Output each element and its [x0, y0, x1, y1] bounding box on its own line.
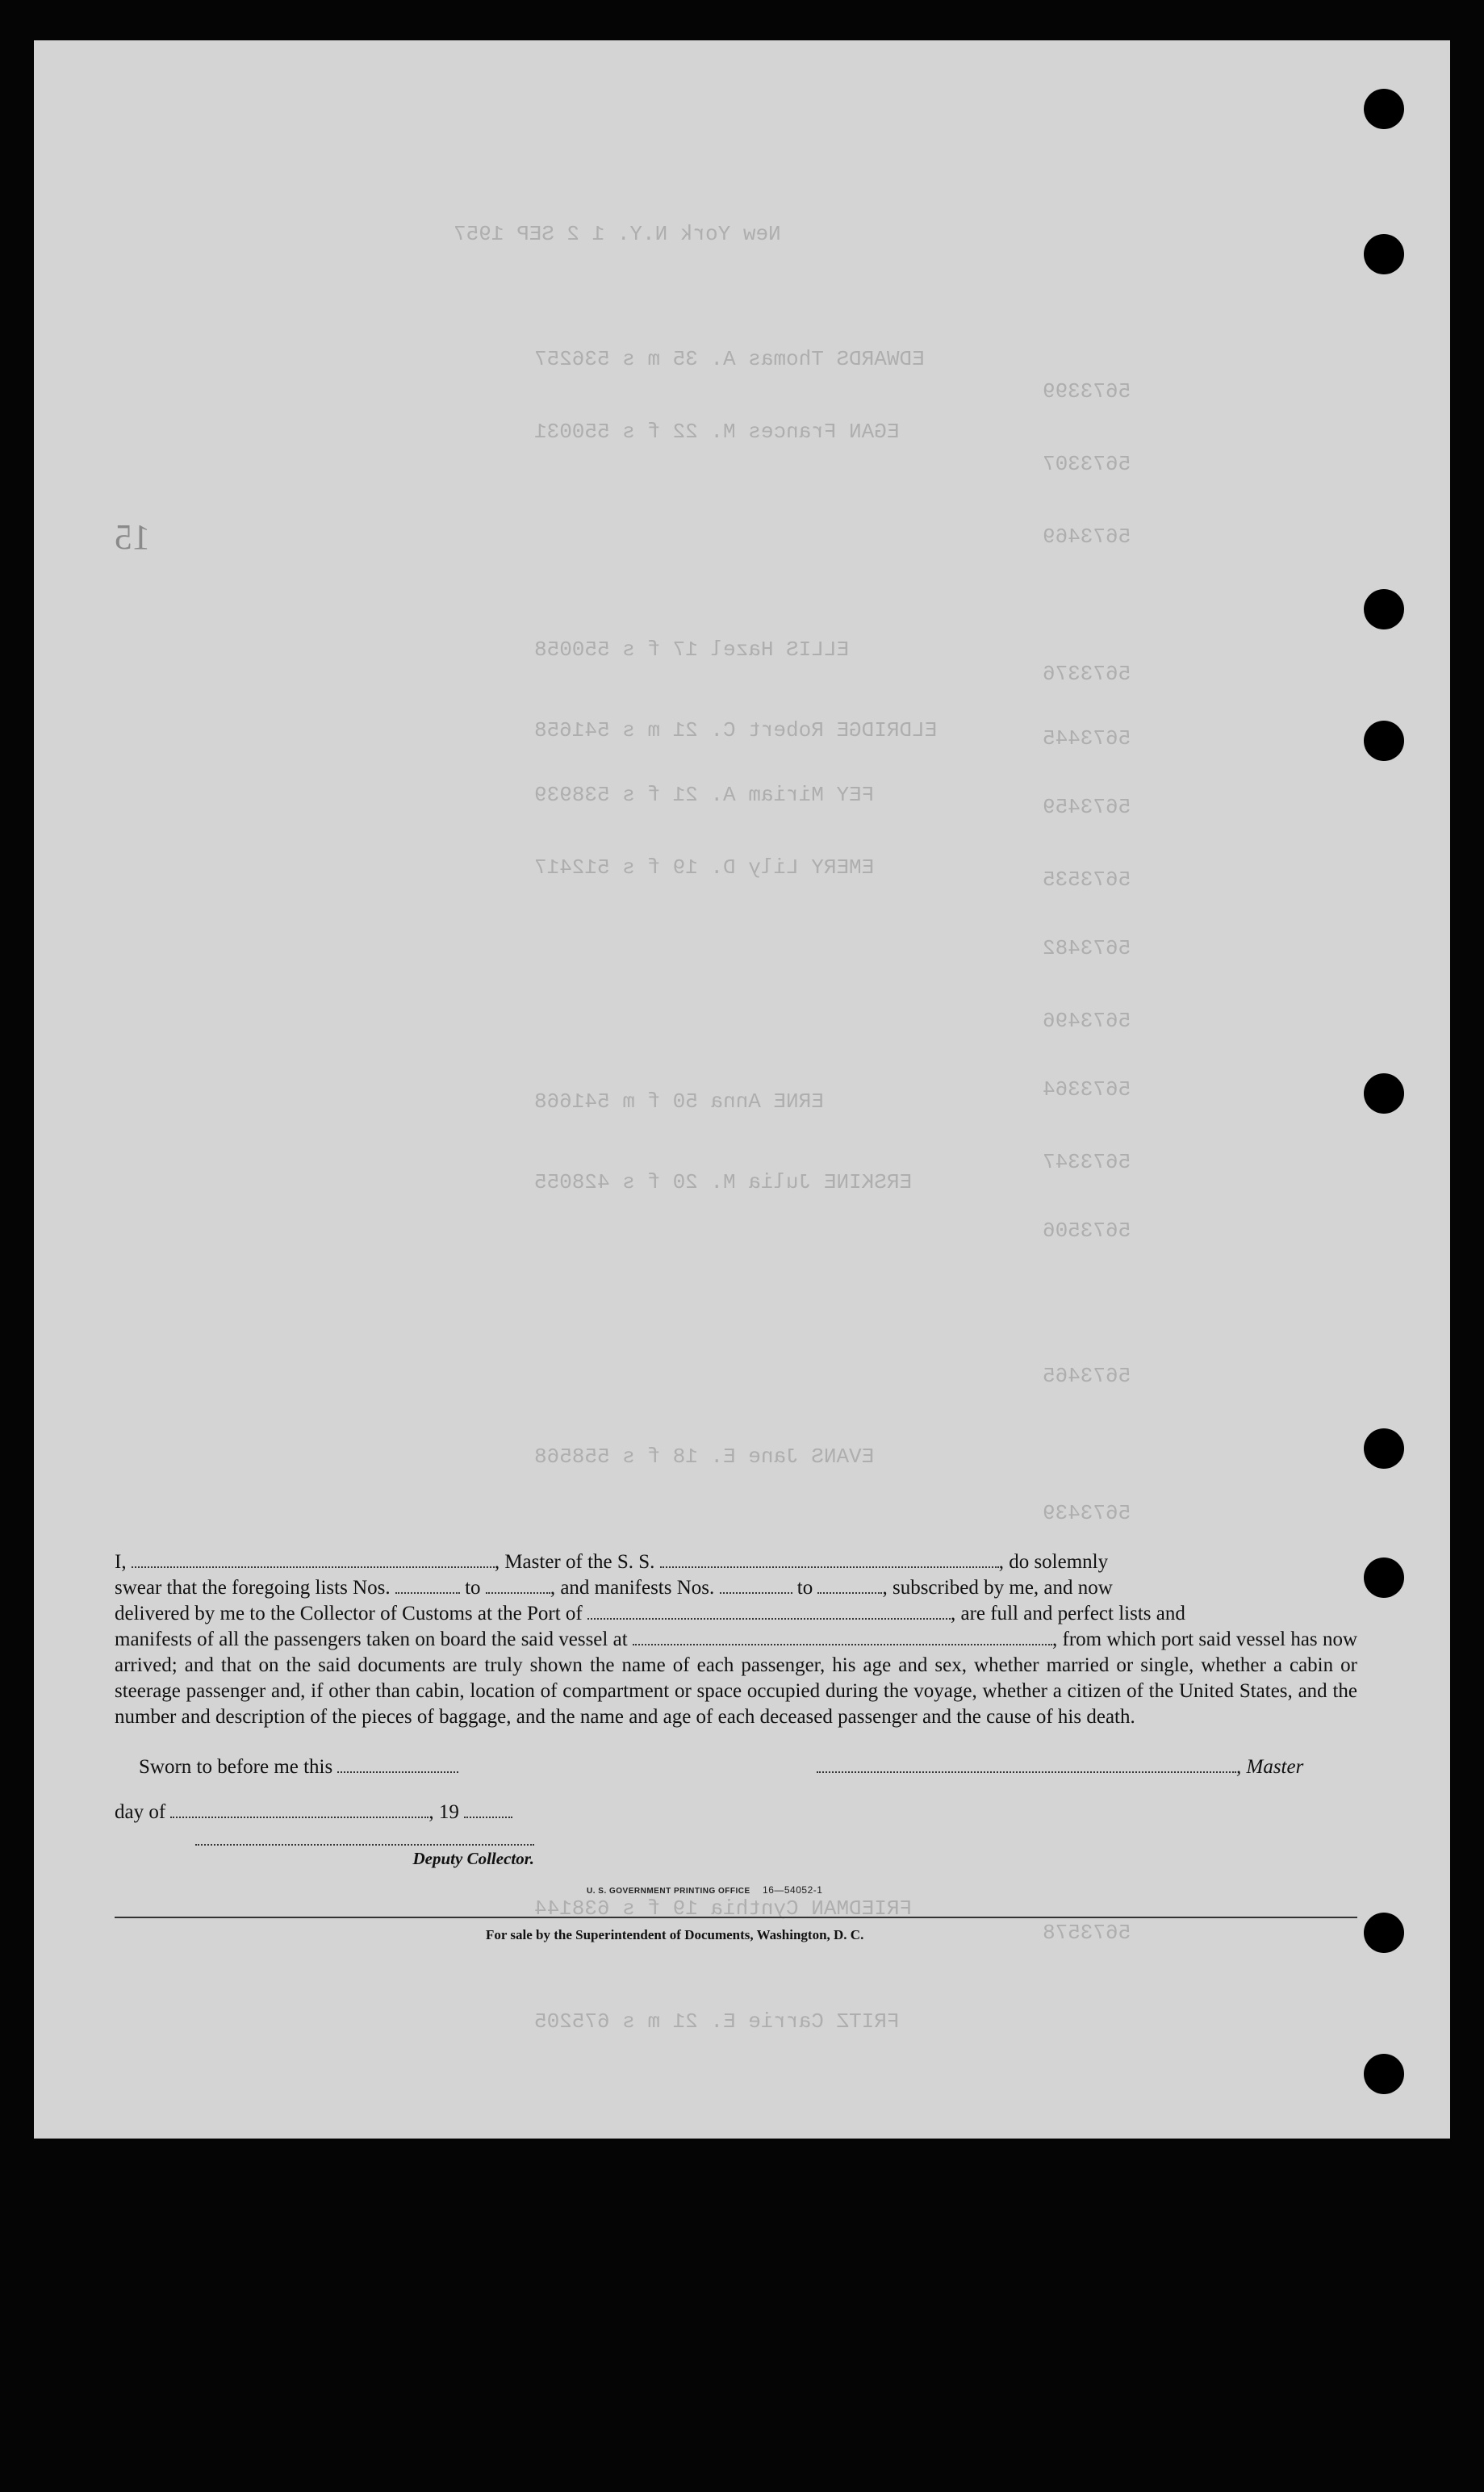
oath-i: I, — [115, 1551, 127, 1573]
oath-subscribed: , subscribed by me, and now — [882, 1577, 1113, 1599]
bleed-line: ELLIS Hazel 17 f s 550058 — [534, 638, 850, 662]
master-label: , Master — [1236, 1756, 1304, 1778]
list-from-field[interactable] — [395, 1578, 460, 1594]
list-to-field[interactable] — [486, 1578, 550, 1594]
oath-to-2: to — [796, 1577, 813, 1599]
bleed-code: 5673347 — [1043, 1150, 1131, 1174]
oath-delivered: delivered by me to the Collector of Customs at the Port of — [115, 1603, 583, 1624]
bleed-code: 5673399 — [1043, 379, 1131, 403]
bleed-code: 5673307 — [1043, 452, 1131, 476]
bleed-code: 5673445 — [1043, 726, 1131, 751]
gpo-code: 16—54052-1 — [763, 1884, 823, 1896]
sworn-line — [139, 1756, 458, 1779]
date-line — [115, 1801, 512, 1824]
year-label: , 19 — [428, 1801, 459, 1823]
bleed-page-number: 15 — [115, 517, 150, 557]
bleed-code: 5673364 — [1043, 1077, 1131, 1102]
sale-notice: For sale by the Superintendent of Documents, Washington, D. C. — [486, 1927, 864, 1942]
punch-hole — [1364, 1073, 1404, 1114]
punch-hole — [1364, 1558, 1404, 1598]
bleed-code: 5673482 — [1043, 936, 1131, 960]
oath-lists-nos: swear that the foregoing lists Nos. — [115, 1577, 391, 1599]
punch-hole — [1364, 234, 1404, 274]
bleed-code: 5673578 — [1043, 1921, 1131, 1945]
bleed-line: ERNE Anna 50 f m 541668 — [534, 1089, 824, 1114]
oath-solemnly: , do solemnly — [998, 1551, 1109, 1573]
oath-full-lists: , are full and perfect lists and — [951, 1603, 1185, 1624]
bleed-code: 5673439 — [1043, 1501, 1131, 1525]
divider — [115, 1917, 1357, 1918]
sworn-label: Sworn to before me this — [139, 1756, 333, 1778]
bleed-code: 5673469 — [1043, 525, 1131, 549]
ship-name-field[interactable] — [660, 1552, 999, 1568]
manifest-from-field[interactable] — [720, 1578, 792, 1594]
year-field[interactable] — [464, 1802, 512, 1818]
punch-hole — [1364, 721, 1404, 761]
bleed-code: 5673496 — [1043, 1009, 1131, 1033]
departure-port-field[interactable] — [633, 1629, 1052, 1645]
bleed-code: 5673376 — [1043, 662, 1131, 686]
sworn-day-field[interactable] — [337, 1757, 458, 1773]
bleed-code: 5673535 — [1043, 868, 1131, 892]
punch-hole — [1364, 589, 1404, 629]
master-signature-field[interactable] — [817, 1757, 1236, 1773]
bleed-line: FEY Miriam A. 21 f s 538939 — [534, 783, 875, 807]
manifest-to-field[interactable] — [817, 1578, 882, 1594]
bleed-line: ELDRIDGE Robert C. 21 m s 541658 — [534, 718, 938, 742]
bleed-line: ERSKINE Julia M. 20 f s 428055 — [534, 1170, 913, 1194]
bleed-line: EDWARDS Thomas A. 35 m s 536257 — [534, 347, 925, 371]
punch-hole — [1364, 1913, 1404, 1953]
port-field[interactable] — [587, 1603, 951, 1620]
gpo-imprint — [587, 1884, 822, 1896]
bleed-line: EGAN Frances M. 22 f s 550031 — [534, 420, 900, 444]
oath-master-of-ss: , Master of the S. S. — [494, 1551, 655, 1573]
oath-manifests-nos: , and manifests Nos. — [550, 1577, 715, 1599]
punch-hole — [1364, 89, 1404, 129]
bleed-line: FRIEDMAN Cynthia 19 f s 638144 — [534, 1896, 913, 1921]
oath-to: to — [465, 1577, 481, 1599]
bleed-line: EVANS Jane E. 18 f s 558568 — [534, 1445, 875, 1469]
bleed-code: 5673506 — [1043, 1219, 1131, 1243]
punch-hole — [1364, 1428, 1404, 1469]
oath-manifests-taken: manifests of all the passengers taken on board the said vessel at — [115, 1629, 628, 1650]
deputy-collector-label: Deputy Collector. — [195, 1844, 534, 1869]
day-of-label: day of — [115, 1801, 166, 1823]
oath-body: port said vessel has now arrived; and that on the said documents are truly shown the name of each passenger, his age and sex, whether married or single, whether a cabin or steerage passenger and, if other than cabin, location of compartment or space occupied during the voyage, whether a citizen of the United States, and the number and description of the pieces of baggage, and the name and age of each deceased passenger and the cause of his death. — [115, 1629, 1357, 1728]
master-signature-line — [817, 1756, 1303, 1779]
bleed-line: EMERY Lily D. 19 f s 512417 — [534, 855, 875, 880]
master-name-field[interactable] — [132, 1552, 495, 1568]
master-oath — [115, 1549, 1357, 1730]
gpo-office: U. S. GOVERNMENT PRINTING OFFICE — [587, 1887, 750, 1896]
month-field[interactable] — [170, 1802, 428, 1818]
punch-hole — [1364, 2054, 1404, 2094]
manifest-page — [34, 40, 1450, 2139]
bleed-code: 5673459 — [1043, 795, 1131, 819]
bleed-line: FRITZ Carrie E. 21 m s 675205 — [534, 2009, 900, 2034]
oath-from-which: , from which — [1051, 1629, 1156, 1650]
bleed-line: New York N.Y. 1 2 SEP 1957 — [454, 222, 781, 246]
bleed-code: 5673465 — [1043, 1364, 1131, 1388]
